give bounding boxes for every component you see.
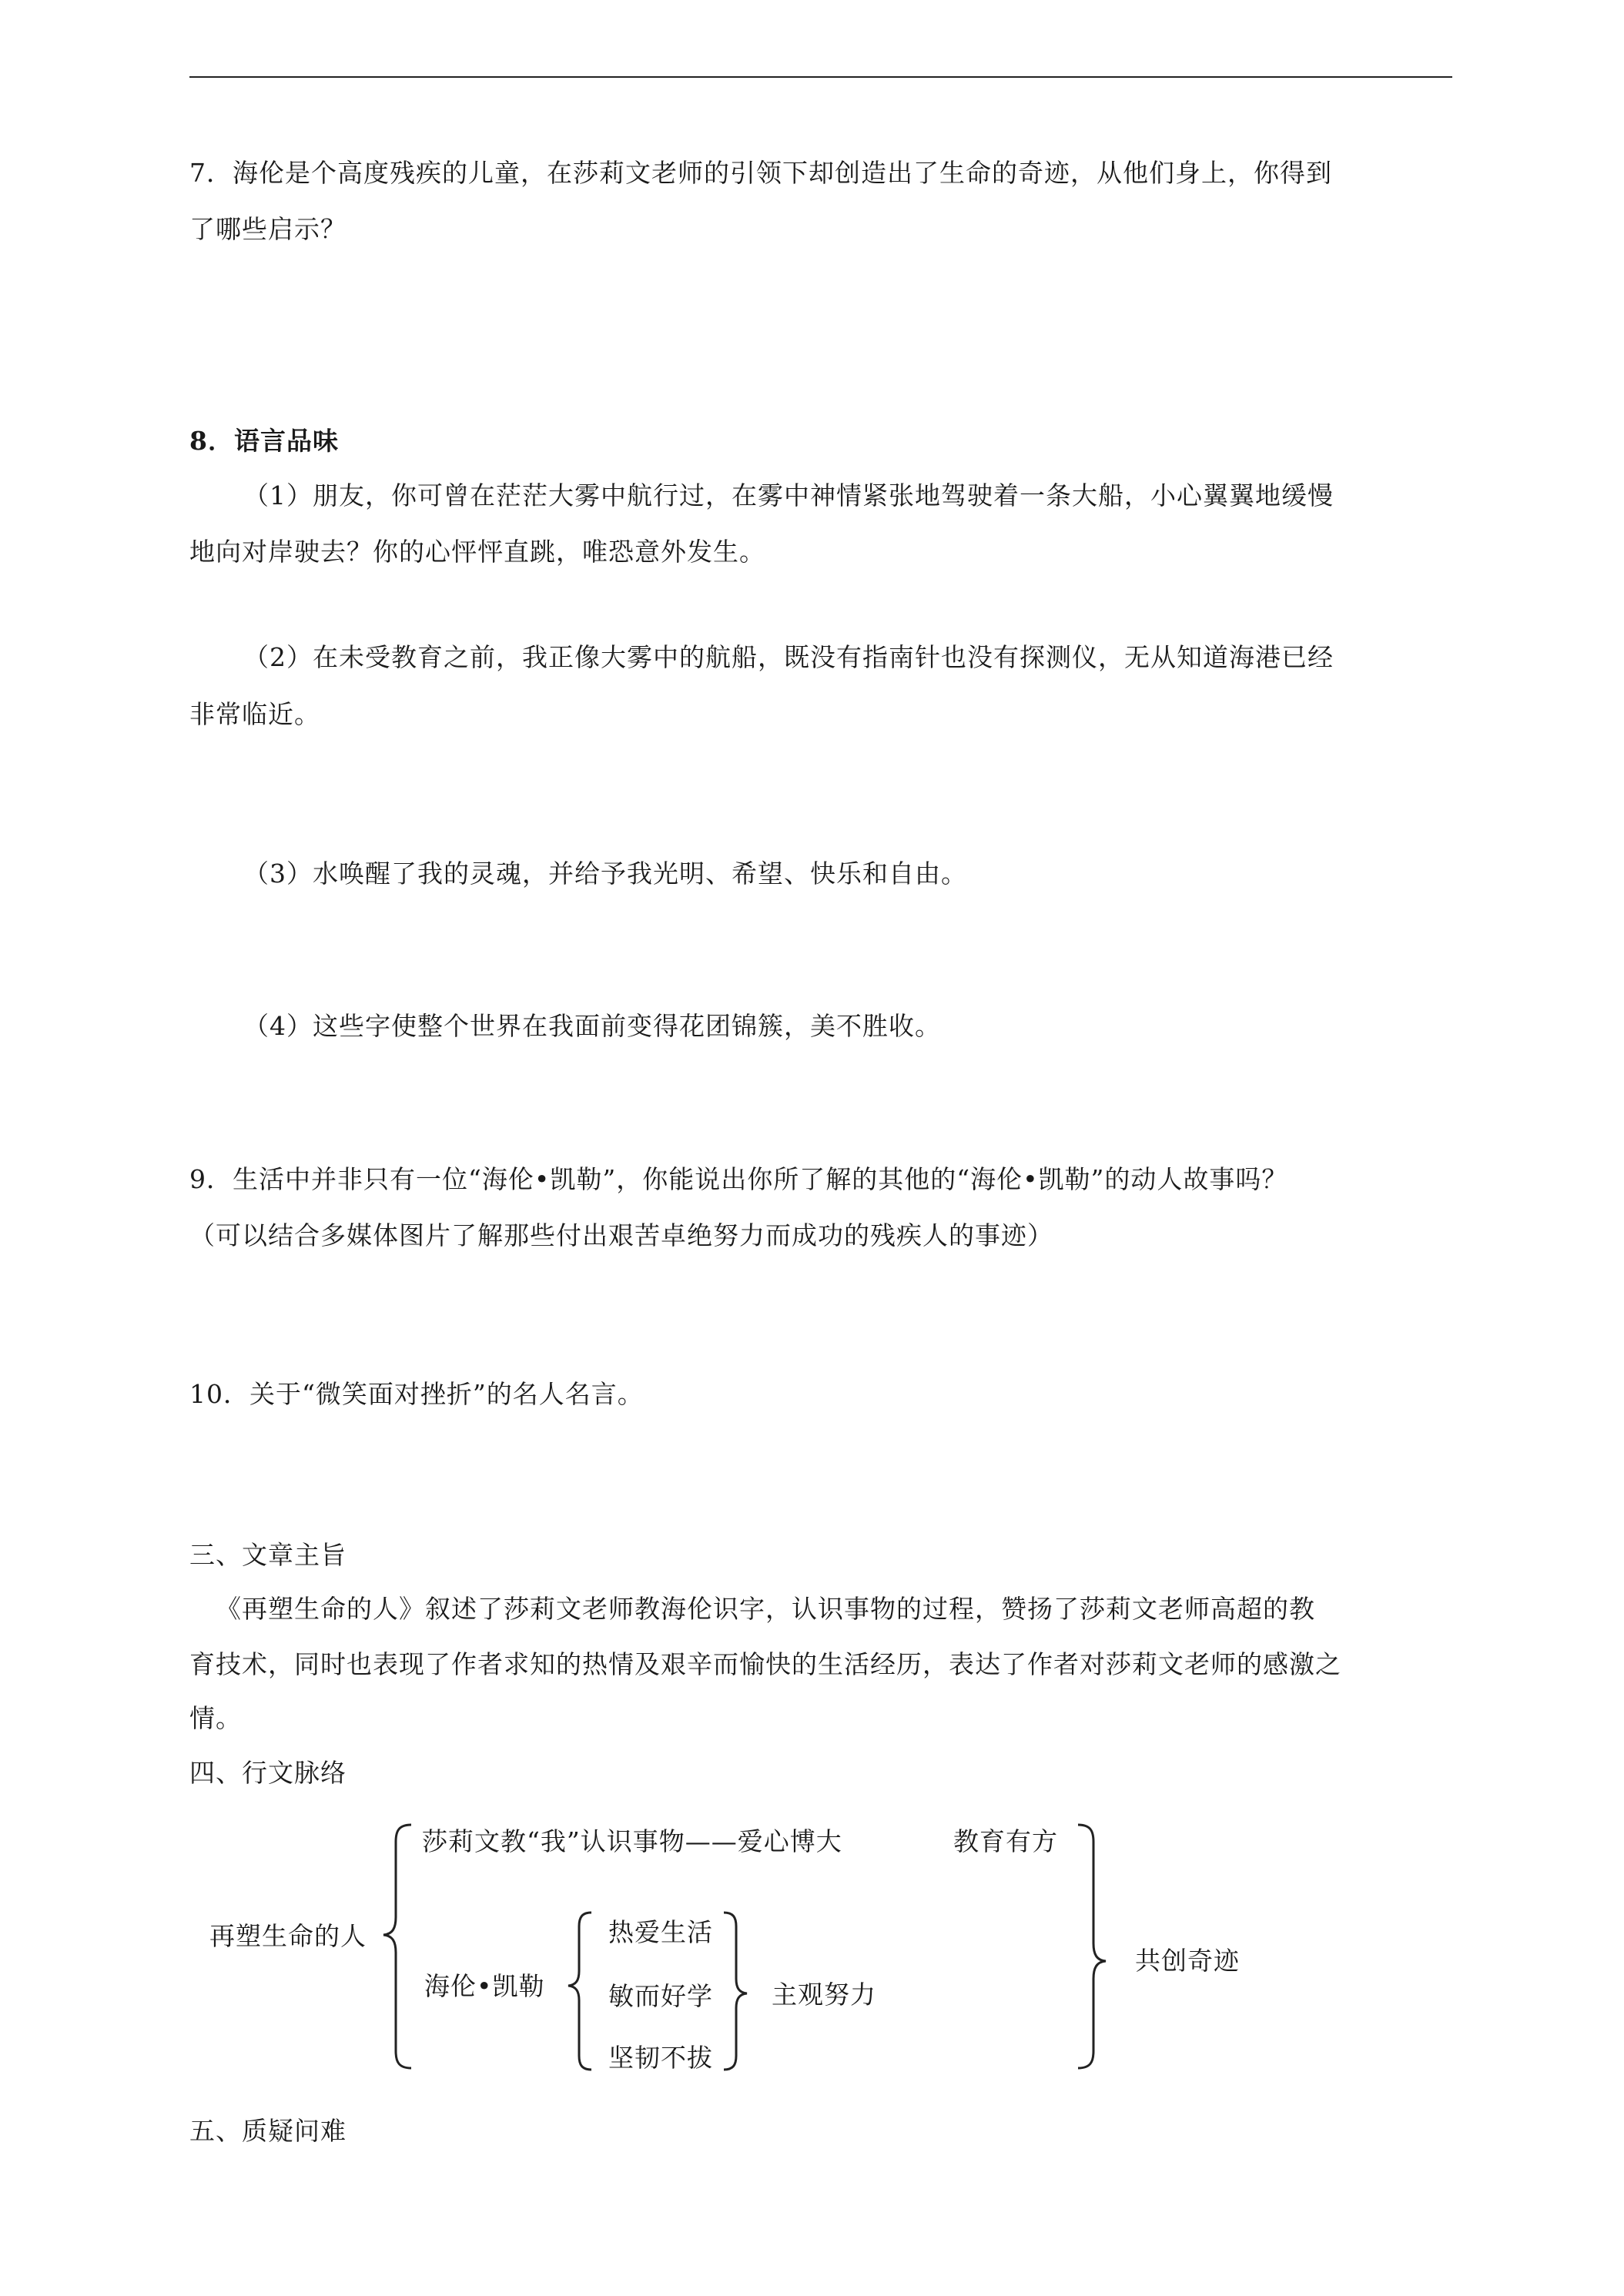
q8-title: 8．语言品味 <box>189 426 339 456</box>
q7-line2: 了哪些启示？ <box>189 214 347 244</box>
right-brace-large <box>1078 1825 1106 2068</box>
q7-line1: 7．海伦是个高度残疾的儿童，在莎莉文老师的引领下却创造出了生命的奇迹，从他们身上，你得到 <box>189 158 1332 188</box>
q10: 10．关于“微笑面对挫折”的名人名言。 <box>189 1379 644 1409</box>
q8-s1-line1: （1）朋友，你可曾在茫茫大雾中航行过，在雾中神情紧张地驾驶着一条大船，小心翼翼地缓慢 <box>243 480 1334 510</box>
diagram-branch-helen: 海伦•凯勒 <box>424 1971 545 2001</box>
diagram-helen-trait-2: 敏而好学 <box>608 1981 713 2011</box>
diagram-branch-teacher: 莎莉文教“我”认识事物——爱心博大 <box>422 1826 842 1856</box>
section3-line2: 育技术，同时也表现了作者求知的热情及艰辛而愉快的生活经历，表达了作者对莎莉文老师的感激之 <box>189 1649 1341 1679</box>
q8-s1-line2: 地向对岸驶去？你的心怦怦直跳，唯恐意外发生。 <box>189 537 765 567</box>
q8-s4: （4）这些字使整个世界在我面前变得花团锦簇，美不胜收。 <box>243 1011 941 1041</box>
q8-s2-line2: 非常临近。 <box>189 699 320 729</box>
section4-heading: 四、行文脉络 <box>189 1758 347 1788</box>
header-rule <box>189 76 1452 78</box>
section3-heading: 三、文章主旨 <box>189 1540 347 1570</box>
section5-heading: 五、质疑问难 <box>189 2116 347 2146</box>
diagram-conclusion: 共创奇迹 <box>1135 1946 1240 1976</box>
left-brace-large <box>383 1825 411 2068</box>
q9-line1: 9．生活中并非只有一位“海伦•凯勒”，你能说出你所了解的其他的“海伦•凯勒”的动人故事吗？ <box>189 1164 1288 1194</box>
q9-line2: （可以结合多媒体图片了解那些付出艰苦卓绝努力而成功的残疾人的事迹） <box>189 1220 1053 1250</box>
diagram-helen-summary: 主观努力 <box>772 1980 876 2010</box>
left-brace-small <box>568 1913 591 2070</box>
diagram-branch-teacher-note: 教育有方 <box>953 1826 1058 1856</box>
section3-line1: 《再塑生命的人》叙述了莎莉文老师教海伦识字，认识事物的过程，赞扬了莎莉文老师高超的教 <box>216 1594 1315 1624</box>
diagram-root: 再塑生命的人 <box>209 1921 367 1951</box>
right-brace-small <box>724 1913 747 2070</box>
q8-s2-line1: （2）在未受教育之前，我正像大雾中的航船，既没有指南针也没有探测仪，无从知道海港已经 <box>243 642 1334 672</box>
section3-line3: 情。 <box>189 1703 242 1733</box>
diagram-helen-trait-1: 热爱生活 <box>608 1917 713 1947</box>
q8-s3: （3）水唤醒了我的灵魂，并给予我光明、希望、快乐和自由。 <box>243 858 967 889</box>
diagram-helen-trait-3: 坚韧不拔 <box>608 2043 713 2073</box>
